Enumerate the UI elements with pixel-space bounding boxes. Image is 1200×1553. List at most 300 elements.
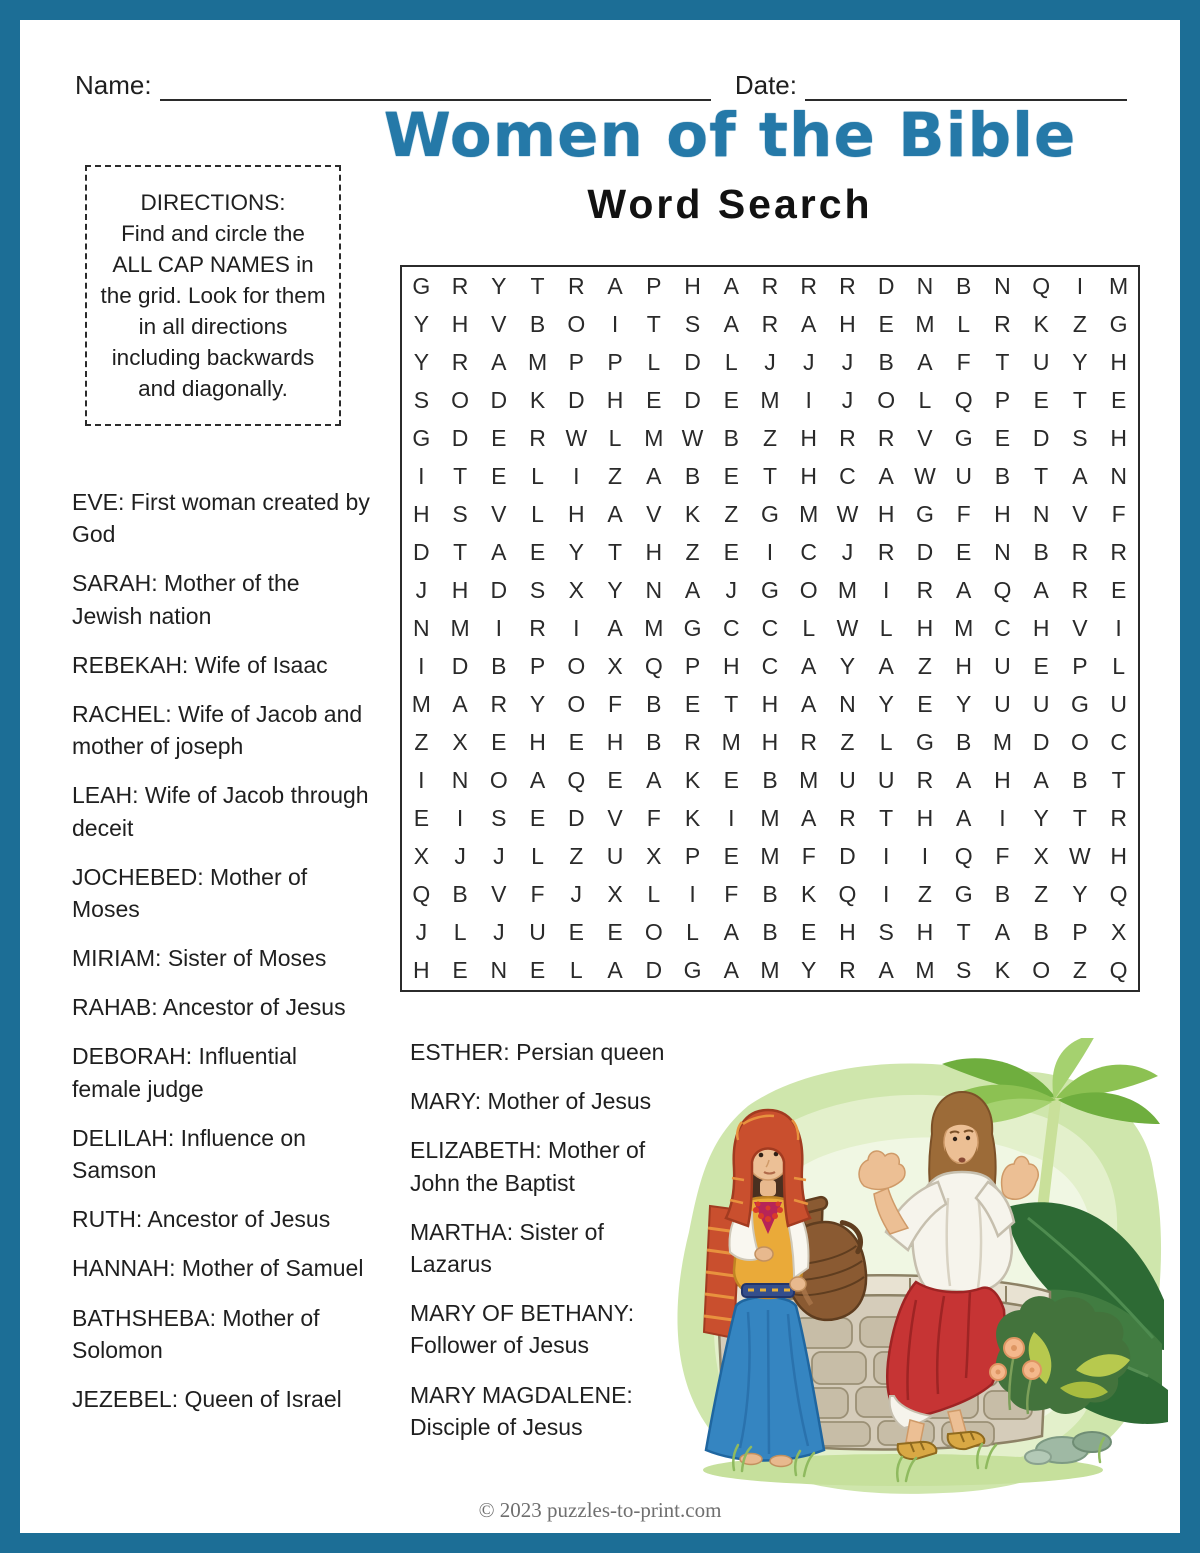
grid-letter-0-10: R bbox=[800, 272, 818, 299]
grid-letter-15-3: L bbox=[531, 843, 544, 870]
grid-letter-5-15: B bbox=[994, 462, 1011, 489]
grid-letter-11-3: Y bbox=[529, 691, 546, 718]
grid-letter-9-3: R bbox=[529, 614, 546, 641]
grid-letter-12-10: R bbox=[800, 729, 818, 756]
grid-letter-16-11: Q bbox=[838, 881, 857, 908]
word-clue-leah: LEAH: Wife of Jacob through deceit bbox=[72, 782, 369, 841]
grid-letter-3-2: D bbox=[490, 386, 508, 413]
grid-letter-18-7: G bbox=[683, 957, 702, 984]
grid-letter-9-14: M bbox=[954, 614, 974, 641]
grid-letter-4-12: R bbox=[877, 424, 895, 451]
grid-letter-1-18: G bbox=[1109, 310, 1128, 337]
grid-letter-5-14: U bbox=[955, 462, 972, 489]
grid-letter-14-4: D bbox=[567, 805, 585, 832]
grid-letter-14-16: Y bbox=[1033, 805, 1049, 832]
name-write-line bbox=[160, 71, 711, 101]
grid-letter-5-3: L bbox=[531, 462, 544, 489]
grid-letter-10-2: B bbox=[491, 653, 507, 680]
grid-letter-9-13: H bbox=[916, 614, 934, 641]
grid-letter-11-0: M bbox=[411, 691, 431, 718]
grid-letter-10-10: A bbox=[801, 653, 817, 680]
grid-letter-1-2: V bbox=[491, 310, 507, 337]
grid-letter-8-7: A bbox=[684, 576, 701, 603]
grid-letter-10-1: D bbox=[451, 653, 469, 680]
leaf-behind-jesus bbox=[888, 1208, 1016, 1252]
grid-letter-7-2: A bbox=[491, 538, 507, 565]
grid-letter-3-6: E bbox=[646, 386, 662, 413]
grid-letter-4-7: W bbox=[681, 424, 704, 451]
grid-letter-17-3: U bbox=[529, 919, 546, 946]
grid-letter-2-7: D bbox=[684, 348, 701, 375]
grid-letter-3-5: H bbox=[606, 386, 624, 413]
grid-letter-5-18: N bbox=[1110, 462, 1127, 489]
grid-letter-18-1: E bbox=[452, 957, 468, 984]
grid-letter-18-18: Q bbox=[1109, 957, 1128, 984]
grid-letter-16-0: Q bbox=[412, 881, 431, 908]
grid-letter-11-2: R bbox=[490, 691, 508, 718]
word-clue-sarah: SARAH: Mother of the Jewish nation bbox=[72, 570, 300, 629]
grid-letter-7-1: T bbox=[453, 538, 468, 565]
grid-letter-2-17: Y bbox=[1072, 348, 1088, 375]
grid-letter-1-0: Y bbox=[413, 310, 430, 337]
grid-letter-3-17: T bbox=[1072, 386, 1087, 413]
grid-letter-17-13: H bbox=[916, 919, 934, 946]
grid-letter-5-12: A bbox=[878, 462, 894, 489]
grid-letter-0-8: A bbox=[723, 272, 739, 299]
grid-letter-14-5: V bbox=[607, 805, 623, 832]
grid-letter-1-1: H bbox=[451, 310, 469, 337]
word-clue-delilah: DELILAH: Influence on Samson bbox=[72, 1124, 306, 1183]
grid-letter-5-8: E bbox=[723, 462, 739, 489]
grid-letter-13-15: H bbox=[994, 767, 1011, 794]
woman-figure bbox=[704, 1110, 824, 1467]
grid-letter-6-18: F bbox=[1111, 500, 1126, 527]
grid-letter-14-1: I bbox=[456, 805, 464, 832]
grid-letter-17-7: L bbox=[686, 919, 699, 946]
grid-letter-13-8: E bbox=[723, 767, 739, 794]
grid-letter-13-17: B bbox=[1072, 767, 1088, 794]
grid-letter-12-9: H bbox=[761, 729, 779, 756]
grid-letter-17-12: S bbox=[878, 919, 894, 946]
grid-letter-17-10: E bbox=[801, 919, 817, 946]
word-clue-rahab: RAHAB: Ancestor of Jesus bbox=[72, 994, 346, 1021]
grid-letter-12-15: M bbox=[992, 729, 1012, 756]
grid-letter-2-12: B bbox=[878, 348, 894, 375]
grid-letter-14-7: K bbox=[684, 805, 701, 832]
grid-letter-1-11: H bbox=[839, 310, 856, 337]
grid-letter-7-16: B bbox=[1033, 538, 1049, 565]
grid-letter-11-6: B bbox=[646, 691, 662, 718]
grid-letter-11-16: U bbox=[1032, 691, 1050, 718]
grid-letter-7-14: E bbox=[956, 538, 972, 565]
grid-letter-18-6: D bbox=[645, 957, 663, 984]
grid-letter-12-12: L bbox=[879, 729, 893, 756]
grid-letter-17-4: E bbox=[568, 919, 584, 946]
grid-letter-17-0: J bbox=[415, 919, 428, 946]
grid-letter-4-17: S bbox=[1072, 424, 1088, 451]
grid-letter-2-3: M bbox=[527, 348, 548, 375]
grid-letter-11-4: O bbox=[567, 691, 586, 718]
grid-letter-1-3: B bbox=[529, 310, 546, 337]
directions-box bbox=[85, 165, 341, 426]
grid-letter-5-13: W bbox=[914, 462, 936, 489]
grid-letter-6-3: L bbox=[531, 500, 544, 527]
grid-letter-15-6: X bbox=[646, 843, 662, 870]
grid-letter-17-18: X bbox=[1110, 919, 1127, 946]
grid-letter-17-16: B bbox=[1033, 919, 1049, 946]
grid-letter-11-5: F bbox=[608, 691, 623, 718]
grid-letter-7-12: R bbox=[877, 538, 895, 565]
word-list-left bbox=[72, 486, 370, 1432]
grid-letter-3-1: O bbox=[451, 386, 470, 413]
word-clue-eve: EVE: First woman created by God bbox=[72, 489, 370, 548]
grid-letter-6-16: N bbox=[1032, 500, 1050, 527]
grid-letter-16-13: Z bbox=[917, 881, 932, 908]
grid-letter-9-16: H bbox=[1032, 614, 1050, 641]
word-clue-rachel: RACHEL: Wife of Jacob and mother of joseph bbox=[72, 700, 363, 760]
grid-letter-2-14: F bbox=[956, 348, 971, 375]
grid-letter-7-5: T bbox=[608, 538, 623, 565]
grid-letter-15-2: J bbox=[493, 843, 505, 870]
grid-letter-0-16: Q bbox=[1032, 272, 1051, 299]
grid-letter-13-14: A bbox=[956, 767, 972, 794]
grid-letter-5-17: A bbox=[1072, 462, 1088, 489]
grid-letter-16-14: G bbox=[954, 881, 973, 908]
grid-letter-3-3: K bbox=[529, 386, 546, 413]
grid-letter-3-8: E bbox=[723, 386, 739, 413]
grid-letter-17-5: E bbox=[607, 919, 623, 946]
grid-letter-12-4: E bbox=[568, 729, 584, 756]
title-block bbox=[300, 100, 1160, 228]
grid-letter-17-1: L bbox=[453, 919, 467, 946]
date-label: Date: bbox=[734, 70, 797, 100]
grid-letter-0-12: D bbox=[877, 272, 895, 299]
grid-letter-10-13: Z bbox=[917, 653, 932, 680]
grid-letter-4-8: B bbox=[723, 424, 739, 451]
grid-letter-17-15: A bbox=[994, 919, 1011, 946]
grid-letter-14-17: T bbox=[1072, 805, 1087, 832]
grid-letter-5-16: T bbox=[1034, 462, 1049, 489]
grid-letter-16-10: K bbox=[801, 881, 817, 908]
grid-letter-8-2: D bbox=[490, 576, 508, 603]
word-clue-elizabeth: ELIZABETH: Mother of John the Baptist bbox=[410, 1137, 646, 1196]
grid-letter-12-6: B bbox=[646, 729, 662, 756]
grid-letter-15-8: E bbox=[723, 843, 739, 870]
grid-letter-10-0: I bbox=[418, 653, 425, 680]
grid-letter-11-17: G bbox=[1070, 691, 1089, 718]
grid-letter-15-13: I bbox=[921, 843, 929, 870]
grid-letter-14-2: S bbox=[491, 805, 507, 832]
grid-letter-17-14: T bbox=[956, 919, 971, 946]
grid-letter-13-5: E bbox=[607, 767, 623, 794]
grid-letter-10-5: X bbox=[607, 653, 623, 680]
grid-letter-8-10: O bbox=[799, 576, 818, 603]
grid-letter-6-7: K bbox=[684, 500, 701, 527]
grid-letter-14-12: T bbox=[879, 805, 894, 832]
grid-letter-17-9: B bbox=[762, 919, 778, 946]
grid-letter-4-18: H bbox=[1110, 424, 1127, 451]
grid-letter-6-9: G bbox=[761, 500, 779, 527]
grid-letter-16-18: Q bbox=[1109, 881, 1128, 908]
illustration-background bbox=[677, 1063, 1161, 1493]
grid-letter-0-11: R bbox=[839, 272, 856, 299]
grid-letter-13-9: B bbox=[762, 767, 778, 794]
grid-letter-9-12: L bbox=[879, 614, 893, 641]
grid-letter-9-8: C bbox=[722, 614, 740, 641]
grid-letter-0-2: Y bbox=[491, 272, 507, 299]
grid-letter-1-8: A bbox=[723, 310, 739, 337]
name-label: Name: bbox=[75, 70, 152, 100]
grid-letter-16-7: I bbox=[689, 881, 696, 908]
grid-letter-2-6: L bbox=[647, 348, 661, 375]
woman-at-the-well-illustration bbox=[648, 1038, 1178, 1503]
page-title: Women of the Bible bbox=[383, 100, 1077, 171]
grid-letter-4-2: E bbox=[491, 424, 507, 451]
grid-letter-4-6: M bbox=[644, 424, 664, 451]
grid-letter-10-11: Y bbox=[839, 653, 856, 680]
grid-letter-8-13: R bbox=[916, 576, 934, 603]
grid-letter-9-9: C bbox=[761, 614, 779, 641]
grid-letter-17-2: J bbox=[493, 919, 505, 946]
grid-letter-1-15: R bbox=[994, 310, 1011, 337]
grid-letter-13-3: A bbox=[529, 767, 546, 794]
grid-letter-15-4: Z bbox=[569, 843, 584, 870]
grid-letter-9-5: A bbox=[607, 614, 623, 641]
grid-letter-14-0: E bbox=[413, 805, 430, 832]
grid-letter-13-10: M bbox=[799, 767, 819, 794]
grid-letter-15-9: M bbox=[760, 843, 780, 870]
grid-letter-5-11: C bbox=[839, 462, 856, 489]
date-write-line bbox=[805, 71, 1127, 101]
grid-letter-8-14: A bbox=[956, 576, 972, 603]
grid-letter-13-18: T bbox=[1111, 767, 1126, 794]
grid-letter-0-13: N bbox=[916, 272, 934, 299]
grid-letter-16-6: L bbox=[647, 881, 661, 908]
grid-letter-5-7: B bbox=[684, 462, 701, 489]
grid-letter-7-13: D bbox=[916, 538, 934, 565]
grid-letter-10-15: U bbox=[994, 653, 1011, 680]
grid-letter-10-16: E bbox=[1033, 653, 1049, 680]
grid-letter-9-6: M bbox=[644, 614, 664, 641]
grid-letter-18-9: M bbox=[760, 957, 780, 984]
grid-letter-18-8: A bbox=[723, 957, 739, 984]
word-clue-mary-magdalene: MARY MAGDALENE: Disciple of Jesus bbox=[410, 1381, 633, 1440]
grid-letter-2-18: H bbox=[1110, 348, 1127, 375]
grid-letter-5-4: I bbox=[573, 462, 580, 489]
grid-letter-7-6: H bbox=[645, 538, 663, 565]
large-leaves bbox=[1004, 1202, 1168, 1424]
grid-letter-10-18: L bbox=[1112, 653, 1126, 680]
grid-letter-2-9: J bbox=[764, 348, 776, 375]
grid-letter-4-11: R bbox=[839, 424, 856, 451]
grid-letter-4-1: D bbox=[451, 424, 469, 451]
grid-letter-8-0: J bbox=[415, 576, 428, 603]
grid-letter-12-8: M bbox=[721, 729, 741, 756]
grid-letter-10-9: C bbox=[761, 653, 779, 680]
grid-letter-12-5: H bbox=[606, 729, 624, 756]
grid-letter-6-10: M bbox=[799, 500, 819, 527]
word-clue-esther: ESTHER: Persian queen bbox=[410, 1039, 665, 1065]
copyright-text: © 2023 puzzles-to-print.com bbox=[478, 1498, 722, 1522]
grid-letter-11-10: A bbox=[801, 691, 817, 718]
grid-letter-6-11: W bbox=[836, 500, 859, 527]
grid-letter-4-3: R bbox=[529, 424, 546, 451]
grid-letter-10-14: H bbox=[955, 653, 972, 680]
grid-letter-11-7: E bbox=[684, 691, 701, 718]
grid-letter-1-10: A bbox=[801, 310, 817, 337]
grid-letter-15-16: X bbox=[1033, 843, 1049, 870]
illustration-wrap bbox=[648, 1038, 1178, 1503]
grid-letter-9-18: I bbox=[1115, 614, 1122, 641]
grid-letter-18-0: H bbox=[413, 957, 430, 984]
grid-letter-3-9: M bbox=[760, 386, 780, 413]
grid-letter-18-4: L bbox=[569, 957, 583, 984]
grid-letter-16-2: V bbox=[491, 881, 507, 908]
grid-letter-18-3: E bbox=[529, 957, 546, 984]
grid-letter-15-10: F bbox=[801, 843, 816, 870]
grid-letter-12-17: O bbox=[1070, 729, 1089, 756]
grid-letter-3-7: D bbox=[684, 386, 701, 413]
directions-text: Find and circle the ALL CAP NAMES in the grid. Look for them in all directions including backwards and diagonally. bbox=[100, 221, 326, 402]
word-clue-miriam: MIRIAM: Sister of Moses bbox=[72, 945, 327, 972]
grid-letter-8-17: R bbox=[1071, 576, 1089, 603]
grid-letter-2-2: A bbox=[491, 348, 507, 375]
grid-letter-4-4: W bbox=[565, 424, 588, 451]
grid-letter-15-5: U bbox=[606, 843, 624, 870]
grid-letter-11-9: H bbox=[761, 691, 779, 718]
grid-letter-14-9: M bbox=[760, 805, 780, 832]
grid-letter-18-13: M bbox=[915, 957, 935, 984]
grid-letter-13-12: U bbox=[877, 767, 895, 794]
grid-letter-7-0: D bbox=[413, 538, 430, 565]
grid-letter-17-11: H bbox=[839, 919, 856, 946]
grid-letter-10-4: O bbox=[567, 653, 586, 680]
grid-letter-11-11: N bbox=[839, 691, 856, 718]
grid-letter-2-10: J bbox=[802, 348, 815, 375]
grid-letter-3-12: O bbox=[877, 386, 896, 413]
grid-letter-13-1: N bbox=[451, 767, 469, 794]
grid-letter-14-18: R bbox=[1110, 805, 1127, 832]
word-search-grid bbox=[400, 265, 1140, 992]
grid-letter-18-16: O bbox=[1032, 957, 1051, 984]
grid-letter-3-0: S bbox=[413, 386, 430, 413]
grid-letter-9-1: M bbox=[450, 614, 470, 641]
grid-letter-18-17: Z bbox=[1072, 957, 1087, 984]
grid-letter-6-6: V bbox=[646, 500, 662, 527]
grid-letter-0-14: B bbox=[956, 272, 972, 299]
grid-letter-2-8: L bbox=[724, 348, 738, 375]
grid-letter-16-3: F bbox=[530, 881, 545, 908]
grid-letter-18-12: A bbox=[878, 957, 894, 984]
grid-letter-6-12: H bbox=[877, 500, 895, 527]
grid-letter-10-8: H bbox=[722, 653, 740, 680]
water-jug bbox=[768, 1190, 878, 1328]
grid-letter-11-13: E bbox=[917, 691, 933, 718]
word-clue-martha: MARTHA: Sister of Lazarus bbox=[410, 1218, 604, 1277]
grid-letter-14-3: E bbox=[529, 805, 546, 832]
grid-letter-13-11: U bbox=[839, 767, 856, 794]
word-clue-mary-of-bethany: MARY OF BETHANY: Follower of Jesus bbox=[410, 1300, 635, 1359]
grid-letter-5-6: A bbox=[646, 462, 662, 489]
grid-letter-3-15: P bbox=[994, 386, 1011, 413]
grid-letter-13-6: A bbox=[646, 767, 662, 794]
grid-letter-17-8: A bbox=[723, 919, 739, 946]
grid-letter-12-18: C bbox=[1110, 729, 1127, 756]
grid-letter-4-13: V bbox=[917, 424, 933, 451]
grid-letter-16-8: F bbox=[724, 881, 739, 908]
grid-letter-8-12: I bbox=[883, 576, 890, 603]
grid-letter-0-7: H bbox=[684, 272, 701, 299]
grid-letter-3-14: Q bbox=[954, 386, 973, 413]
grid-letter-5-0: I bbox=[418, 462, 425, 489]
grid-letter-8-5: Y bbox=[607, 576, 623, 603]
name-date-row bbox=[75, 70, 1127, 101]
grid-letter-8-18: E bbox=[1110, 576, 1127, 603]
grid-letter-2-15: T bbox=[995, 348, 1010, 375]
grid-letter-0-1: R bbox=[451, 272, 469, 299]
foreground-plants bbox=[733, 1296, 1130, 1481]
grid-letter-16-9: B bbox=[762, 881, 778, 908]
word-clue-deborah: DEBORAH: Influential female judge bbox=[72, 1043, 297, 1102]
grid-letter-11-18: U bbox=[1110, 691, 1127, 718]
grid-letter-1-14: L bbox=[957, 310, 971, 337]
grid-letter-12-7: R bbox=[684, 729, 701, 756]
grid-letter-6-15: H bbox=[994, 500, 1011, 527]
grid-letter-9-7: G bbox=[683, 614, 702, 641]
grid-letter-9-15: C bbox=[994, 614, 1011, 641]
grid-letter-9-17: V bbox=[1072, 614, 1088, 641]
grid-letter-13-0: I bbox=[418, 767, 425, 794]
grid-letter-12-16: D bbox=[1032, 729, 1050, 756]
word-clue-jochebed: JOCHEBED: Mother of Moses bbox=[72, 863, 308, 922]
grid-letter-2-11: J bbox=[841, 348, 854, 375]
grid-letter-2-4: P bbox=[568, 348, 584, 375]
grid-letter-8-16: A bbox=[1033, 576, 1049, 603]
grid-letter-14-15: I bbox=[999, 805, 1006, 832]
word-clue-ruth: RUTH: Ancestor of Jesus bbox=[72, 1206, 331, 1233]
grid-letter-1-5: I bbox=[611, 310, 619, 337]
grid-letter-16-17: Y bbox=[1072, 881, 1088, 908]
grid-letter-15-1: J bbox=[454, 843, 466, 870]
grid-letter-0-9: R bbox=[761, 272, 779, 299]
grid-letter-18-2: N bbox=[490, 957, 508, 984]
grid-letter-10-6: Q bbox=[644, 653, 663, 680]
word-clue-mary: MARY: Mother of Jesus bbox=[410, 1088, 652, 1115]
grid-letter-15-17: W bbox=[1069, 843, 1091, 870]
grid-letter-14-11: R bbox=[839, 805, 856, 832]
grid-letter-18-14: S bbox=[956, 957, 972, 984]
grid-letter-5-5: Z bbox=[608, 462, 623, 489]
grid-letter-17-6: O bbox=[644, 919, 663, 946]
grid-letter-3-16: E bbox=[1033, 386, 1049, 413]
grid-letter-15-18: H bbox=[1110, 843, 1127, 870]
grid-letter-8-4: X bbox=[568, 576, 584, 603]
grid-letter-5-9: T bbox=[762, 462, 778, 489]
grid-letter-11-1: A bbox=[452, 691, 468, 718]
grid-letter-13-4: Q bbox=[567, 767, 586, 794]
grid-letter-12-1: X bbox=[452, 729, 468, 756]
grid-letter-16-1: B bbox=[452, 881, 468, 908]
grid-letter-12-2: E bbox=[491, 729, 507, 756]
grid-letter-6-5: A bbox=[607, 500, 623, 527]
grid-letter-11-15: U bbox=[994, 691, 1011, 718]
stone-well bbox=[716, 1275, 1050, 1449]
grid-letter-7-7: Z bbox=[685, 538, 700, 565]
grid-letter-7-4: Y bbox=[568, 538, 584, 565]
grid-letter-15-7: P bbox=[684, 843, 701, 870]
grid-letter-3-4: D bbox=[567, 386, 585, 413]
grid-letter-15-14: Q bbox=[954, 843, 973, 870]
